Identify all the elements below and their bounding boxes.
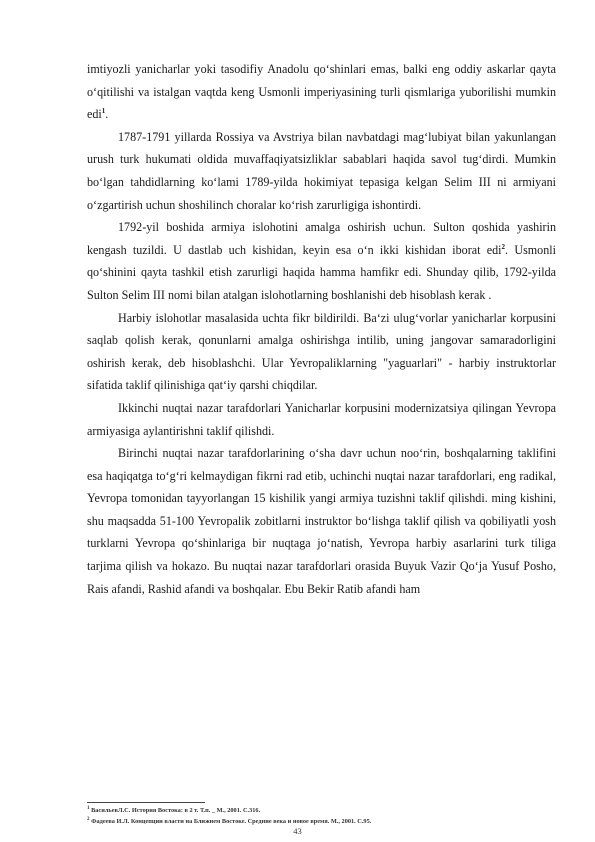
paragraph-6: Birinchi nuqtai nazar tarafdorlarining o‘sha davr uchun noo‘rin, boshqalarning taklifini esa haqiqatga to‘g‘ri kelmaydigan fikrni rad etib, uchinchi nuqtai nazar tarafdorlari, eng radikal, Yevropa tomonidan tayyorlangan 15 kishilik yangi armiya tuzishni taklif qilishdi. ming kishini, shu maqsadda 51-100 Yevropalik zobitlarni instruktor bo‘lishga taklif qilish va qobiliyatli yosh turklarni Yevropa qo‘shinlariga bir nuqtaga jo‘natish, Yevropa harbiy asarlarini turk tiliga tarjima qilish va hokazo. Bu nuqtai nazar tarafdorlari orasida Buyuk Vazir Qo‘ja Yusuf Posho, Rais afandi, Rashid afandi va boshqalar. Ebu Bekir Ratib afandi ham <box>87 446 556 596</box>
footnote-mark: 1 <box>87 805 90 811</box>
footnote-text: ВасильевЛ.С. История Востока: в 2 т. Т.п. _ М., 2001. С.316. <box>91 807 261 814</box>
footnote-ref-2[interactable]: 2 <box>501 242 506 251</box>
paragraph-text: 1792-yil boshida armiya islohotini amalga oshirish uchun. Sulton qoshida yashirin kengash tuzildi. U dastlab uch kishidan, keyin esa o‘n ikki kishidan iborat edi <box>87 220 556 257</box>
page-body <box>87 58 556 600</box>
paragraph-4: Harbiy islohotlar masalasida uchta fikr bildirildi. Ba‘zi ulug‘vorlar yanicharlar korpusini saqlab qolish kerak, qonunlarni amalga oshirishga intilib, uning jangovar samaradorligini oshirish kerak, deb hisoblashchi. Ular Yevropaliklarning "yaguarlari" - harbiy instruktorlar sifatida taklif qilinishiga qat‘iy qarshi chiqdilar. <box>87 310 556 393</box>
paragraph-text: imtiyozli yanicharlar yoki tasodifiy Anadolu qo‘shinlari emas, balki eng oddiy askarlar qayta o‘qitilishi va istalgan vaqtda keng Usmonli imperiyasining turli qismlariga yuborilishi mumkin edi <box>87 62 556 122</box>
paragraph-1 <box>87 58 556 126</box>
page-number: 43 <box>293 826 302 836</box>
footnote-ref-1[interactable]: 1 <box>101 107 106 116</box>
footnote-1 <box>87 805 556 816</box>
paragraph-5: Ikkinchi nuqtai nazar tarafdorlari Yanicharlar korpusini modernizatsiya qilingan Yevropa armiyasiga aylantirishni taklif qilishdi. <box>87 400 556 438</box>
paragraph-3 <box>87 216 556 306</box>
paragraph-text-tail: . <box>105 107 109 122</box>
footnote-mark: 2 <box>87 816 90 822</box>
footnote-separator <box>87 802 205 803</box>
footnote-text: Фадеева И.Л. Концепции власти на Ближнем Востоке. Средние века и новое время. М., 2001. С.95. <box>91 818 372 825</box>
paragraph-2: 1787-1791 yillarda Rossiya va Avstriya bilan navbatdagi mag‘lubiyat bilan yakunlangan urush turk hukumati oldida muvaffaqiyatsizliklar sabablari haqida savol tug‘dirdi. Mumkin bo‘lgan tahdidlarning ko‘lami 1789-yilda hokimiyat tepasiga kelgan Selim III ni armiyani o‘zgartirish uchun shoshilinch choralar ko‘rish zarurligiga ishontirdi. <box>87 129 556 212</box>
footnotes <box>87 805 556 827</box>
paragraph-text-tail: . Usmonli qo‘shinini qayta tashkil etish zarurligi haqida hamma hamfikr edi. Shunday qilib, 1792-yilda Sulton Selim III nomi bilan atalgan islohotlarning boshlanishi deb hisoblash kerak . <box>87 242 556 302</box>
